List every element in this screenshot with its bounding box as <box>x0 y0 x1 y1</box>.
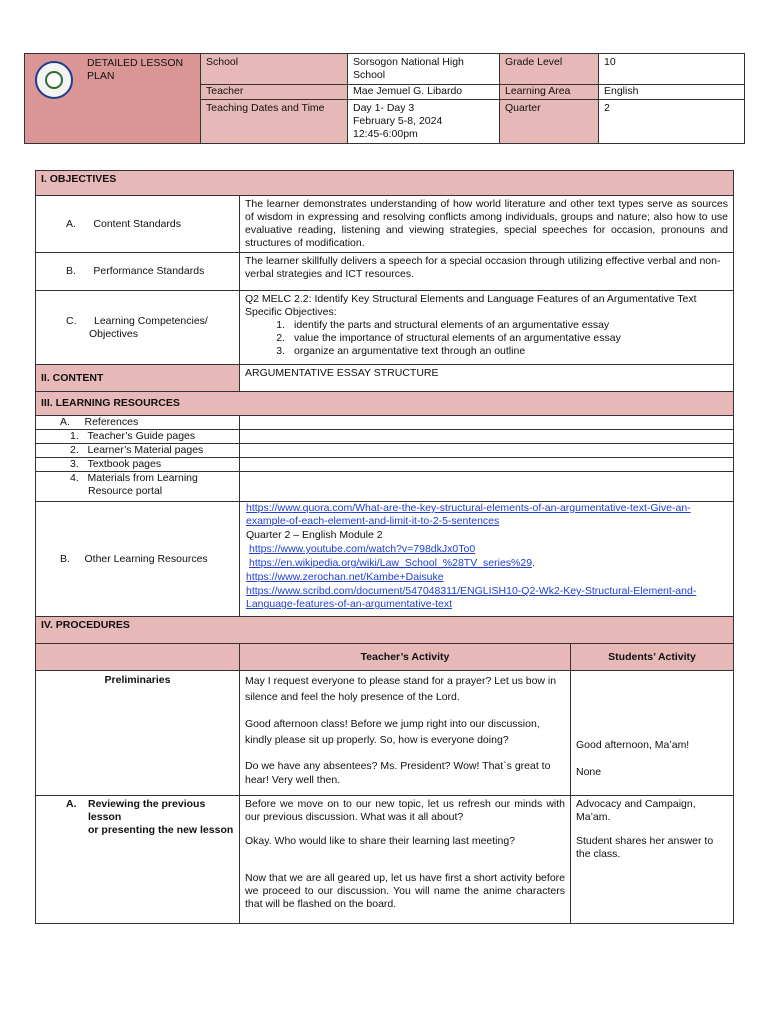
link-suffix: . <box>532 557 535 569</box>
learners-material-value <box>240 444 734 458</box>
scribd-link[interactable] <box>246 585 728 611</box>
quora-link[interactable] <box>246 502 728 528</box>
link-text: example-of-each-element-and-limit-it-to-2-5-sentences <box>246 515 500 527</box>
list-item <box>245 345 728 358</box>
teachers-guide-label <box>36 430 240 444</box>
competencies-text <box>240 291 734 365</box>
reviewing-letter: A. <box>66 798 77 810</box>
list-number: 2. <box>276 332 285 344</box>
zerochan-link[interactable]: https://www.zerochan.net/Kambe+Daisuke <box>246 571 444 583</box>
references-value <box>240 416 734 430</box>
lesson-plan-header <box>24 53 745 144</box>
list-number: 4. <box>70 472 79 484</box>
list-number: 3. <box>70 458 79 470</box>
learning-area-label: Learning Area <box>500 85 599 100</box>
list-text: Materials from Learning <box>87 472 198 484</box>
dates-line: 12:45-6:00pm <box>353 128 418 140</box>
content-value: ARGUMENTATIVE ESSAY STRUCTURE <box>240 365 734 392</box>
specific-objectives-list <box>245 319 728 358</box>
link-text: https://www.scribd.com/document/547048311/ENGLISH10-Q2-Wk2-Key-Structural-Element-and- <box>246 585 697 597</box>
teacher-value: Mae Jemuel G. Libardo <box>348 85 500 100</box>
prelim-teacher-line: Good afternoon class! Before we jump right into our discussion, kindly please sit up properly. So, how is everyone doing? <box>245 718 540 746</box>
link-text: Language-features-of-an-argumentative-text <box>246 598 453 610</box>
textbook-pages-label <box>36 458 240 472</box>
dates-line: Day 1- Day 3 <box>353 102 415 114</box>
list-text: Learner’s Material pages <box>87 444 204 456</box>
textbook-pages-value <box>240 458 734 472</box>
review-teacher-line: Before we move on to our new topic, let us refresh our minds with our previous discussion. What was it all about? <box>245 798 565 823</box>
specific-objectives-heading: Specific Objectives: <box>245 306 337 318</box>
preliminaries-students <box>571 671 734 796</box>
deped-seal-icon <box>35 61 73 99</box>
list-item <box>245 319 728 332</box>
list-number: 1. <box>276 319 285 331</box>
lesson-plan-title: DETAILED LESSON PLAN <box>87 57 184 82</box>
youtube-link[interactable]: https://www.youtube.com/watch?v=798dkJx0To0 <box>249 543 476 555</box>
quarter-label: Quarter <box>500 100 599 144</box>
wikipedia-link[interactable]: https://en.wikipedia.org/wiki/Law_School_%28TV_series%29 <box>249 557 533 569</box>
grade-level-value: 10 <box>599 54 745 85</box>
melc-text: Q2 MELC 2.2: Identify Key Structural Elements and Language Features of an Argumentative Text <box>245 293 697 305</box>
list-text: Teacher’s Guide pages <box>87 430 196 442</box>
reviewing-teacher <box>240 796 571 924</box>
lesson-plan-body <box>35 170 734 924</box>
lr-portal-label <box>36 472 240 502</box>
learners-material-label <box>36 444 240 458</box>
list-number: 3. <box>276 345 285 357</box>
list-text: organize an argumentative text through an outline <box>294 345 526 357</box>
content-standards-text: The learner demonstrates understanding of how world literature and other text types serve as sources of wisdom in expressing and resolving conflicts among individuals, groups and nature; also how to use evaluative reading, listening and viewing strategies, special speeches for occasion, pronouns and structures of modification. <box>240 196 734 253</box>
performance-standards-label <box>36 253 240 291</box>
list-text: Textbook pages <box>87 458 162 470</box>
teacher-label: Teacher <box>201 85 348 100</box>
grade-level-label: Grade Level <box>500 54 599 85</box>
learning-area-value: English <box>599 85 745 100</box>
competencies-label-line: Objectives <box>89 327 139 340</box>
list-text: identify the parts and structural elements of an argumentative essay <box>294 319 610 331</box>
school-value: Sorsogon National High School <box>348 54 500 85</box>
header-title-cell <box>25 54 201 144</box>
reviewing-label <box>36 796 240 924</box>
students-activity-header: Students’ Activity <box>571 644 734 671</box>
competencies-label-line: C. Learning Competencies/ <box>66 314 208 327</box>
teaching-dates-label: Teaching Dates and Time <box>201 100 348 144</box>
performance-standards-label-text: B. Performance Standards <box>66 265 205 277</box>
list-text: value the importance of structural elements of an argumentative essay <box>294 332 621 344</box>
preliminaries-label: Preliminaries <box>36 671 240 796</box>
content-standards-label-text: A. Content Standards <box>66 217 181 230</box>
teachers-guide-value <box>240 430 734 444</box>
dates-line: February 5-8, 2024 <box>353 115 443 127</box>
school-label: School <box>201 54 348 85</box>
objectives-heading: I. OBJECTIVES <box>36 171 734 196</box>
reviewing-students <box>571 796 734 924</box>
reviewing-label-line: Reviewing the previous lesson <box>88 798 206 823</box>
prelim-teacher-line: Do we have any absentees? Ms. President? Wow! That`s great to hear! Very well then. <box>245 760 551 786</box>
lr-portal-label-cont: Resource portal <box>88 485 163 497</box>
list-number: 1. <box>70 430 79 442</box>
competencies-label <box>36 291 240 365</box>
preliminaries-teacher <box>240 671 571 796</box>
link-text: https://www.quora.com/What-are-the-key-structural-elements-of-an-argumentative-text-Give-an- <box>246 502 691 514</box>
procedures-blank-header <box>36 644 240 671</box>
content-heading-text: II. CONTENT <box>41 371 104 384</box>
review-teacher-line: Okay. Who would like to share their learning last meeting? <box>245 835 516 847</box>
list-item <box>245 332 728 345</box>
list-number: 2. <box>70 444 79 456</box>
reviewing-label-line: or presenting the new lesson <box>88 824 234 836</box>
prelim-teacher-line: May I request everyone to please stand for a prayer? Let us bow in silence and feel the holy presence of the Lord. <box>245 675 557 703</box>
content-heading <box>36 365 240 392</box>
other-resources-links <box>240 502 734 617</box>
teacher-activity-header: Teacher’s Activity <box>240 644 571 671</box>
quarter-value: 2 <box>599 100 745 144</box>
procedures-heading: IV. PROCEDURES <box>36 617 734 644</box>
wikipedia-line <box>249 557 728 570</box>
learning-resources-heading: III. LEARNING RESOURCES <box>36 392 734 416</box>
other-resources-label-text: B. Other Learning Resources <box>60 552 208 565</box>
review-student-line: Advocacy and Campaign, Ma’am. <box>576 798 696 823</box>
teaching-dates-value <box>348 100 500 144</box>
review-teacher-line: Now that we are all geared up, let us have first a short activity before we proceed to our discussion. You will name the anime characters that will be flashed on the board. <box>245 872 565 910</box>
module-text: Quarter 2 – English Module 2 <box>246 529 383 541</box>
references-label: A. References <box>36 416 240 430</box>
prelim-student-line: None <box>576 766 602 778</box>
review-student-line: Student shares her answer to the class. <box>576 835 714 860</box>
lr-portal-value <box>240 472 734 502</box>
performance-standards-text: The learner skillfully delivers a speech for a special occasion through utilizing effective verbal and non-verbal strategies and ICT resources. <box>240 253 734 291</box>
prelim-student-line: Good afternoon, Ma’am! <box>576 739 690 751</box>
content-standards-label <box>36 196 240 253</box>
other-resources-label <box>36 502 240 617</box>
